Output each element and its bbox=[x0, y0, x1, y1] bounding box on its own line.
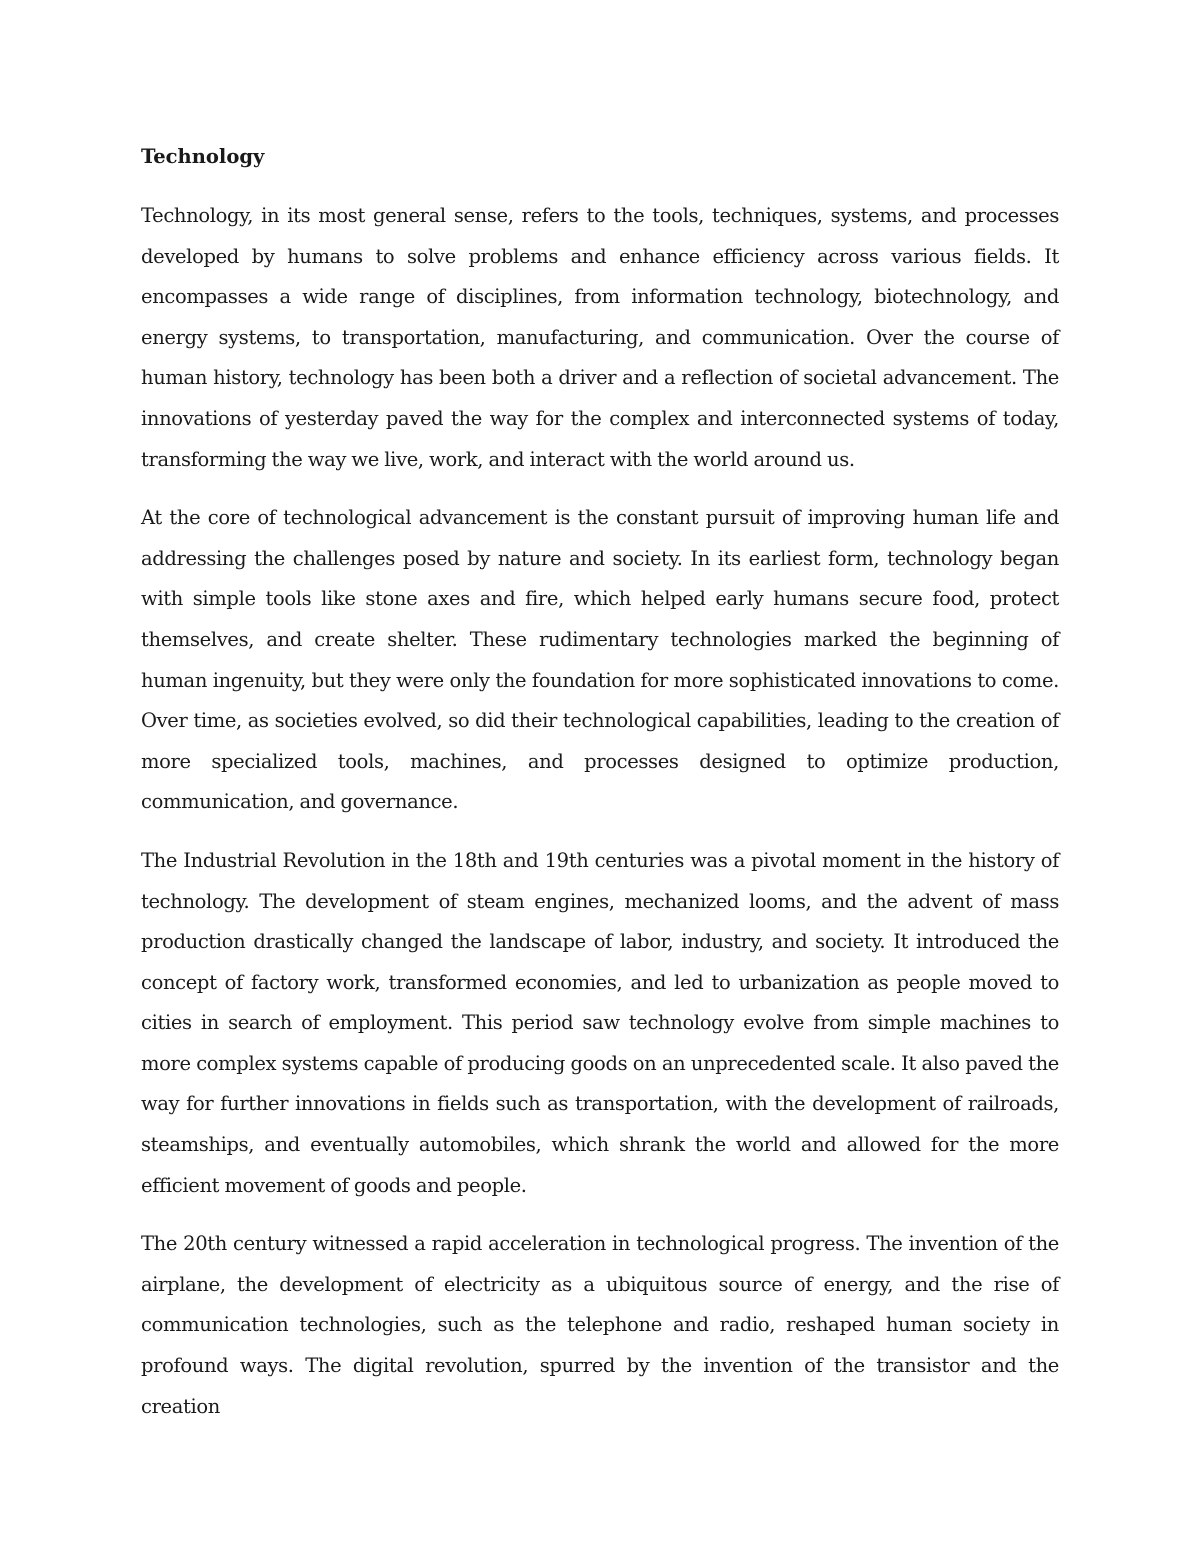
document-body bbox=[141, 137, 1059, 1445]
paragraph-2: At the core of technological advancement is the constant pursuit of improving human life and addressing the challenges posed by nature and society. In its earliest form, technology began with simple tools like stone axes and fire, which helped early humans secure food, protect themselves, and create shelter. These rudimentary technologies marked the beginning of human ingenuity, but they were only the foundation for more sophisticated innovations to come. Over time, as societies evolved, so did their technological capabilities, leading to the creation of more specialized tools, machines, and processes designed to optimize production, communication, and governance. bbox=[141, 506, 1059, 814]
document-title: Technology bbox=[141, 145, 265, 168]
paragraph-1: Technology, in its most general sense, refers to the tools, techniques, systems, and processes developed by humans to solve problems and enhance efficiency across various fields. It encompasses a wide range of disciplines, from information technology, biotechnology, and energy systems, to transportation, manufacturing, and communication. Over the course of human history, technology has been both a driver and a reflection of societal advancement. The innovations of yesterday paved the way for the complex and interconnected systems of today, transforming the way we live, work, and interact with the world around us. bbox=[141, 204, 1059, 471]
paragraph-3: The Industrial Revolution in the 18th and 19th centuries was a pivotal moment in the history of technology. The development of steam engines, mechanized looms, and the advent of mass production drastically changed the landscape of labor, industry, and society. It introduced the concept of factory work, transformed economies, and led to urbanization as people moved to cities in search of employment. This period saw technology evolve from simple machines to more complex systems capable of producing goods on an unprecedented scale. It also paved the way for further innovations in fields such as transportation, with the development of railroads, steamships, and eventually automobiles, which shrank the world and allowed for the more efficient movement of goods and people. bbox=[141, 848, 1059, 1197]
paragraph-4: The 20th century witnessed a rapid acceleration in technological progress. The invention of the airplane, the development of electricity as a ubiquitous source of energy, and the rise of communication technologies, such as the telephone and radio, reshaped human society in profound ways. The digital revolution, spurred by the invention of the transistor and the creation bbox=[141, 1232, 1059, 1418]
